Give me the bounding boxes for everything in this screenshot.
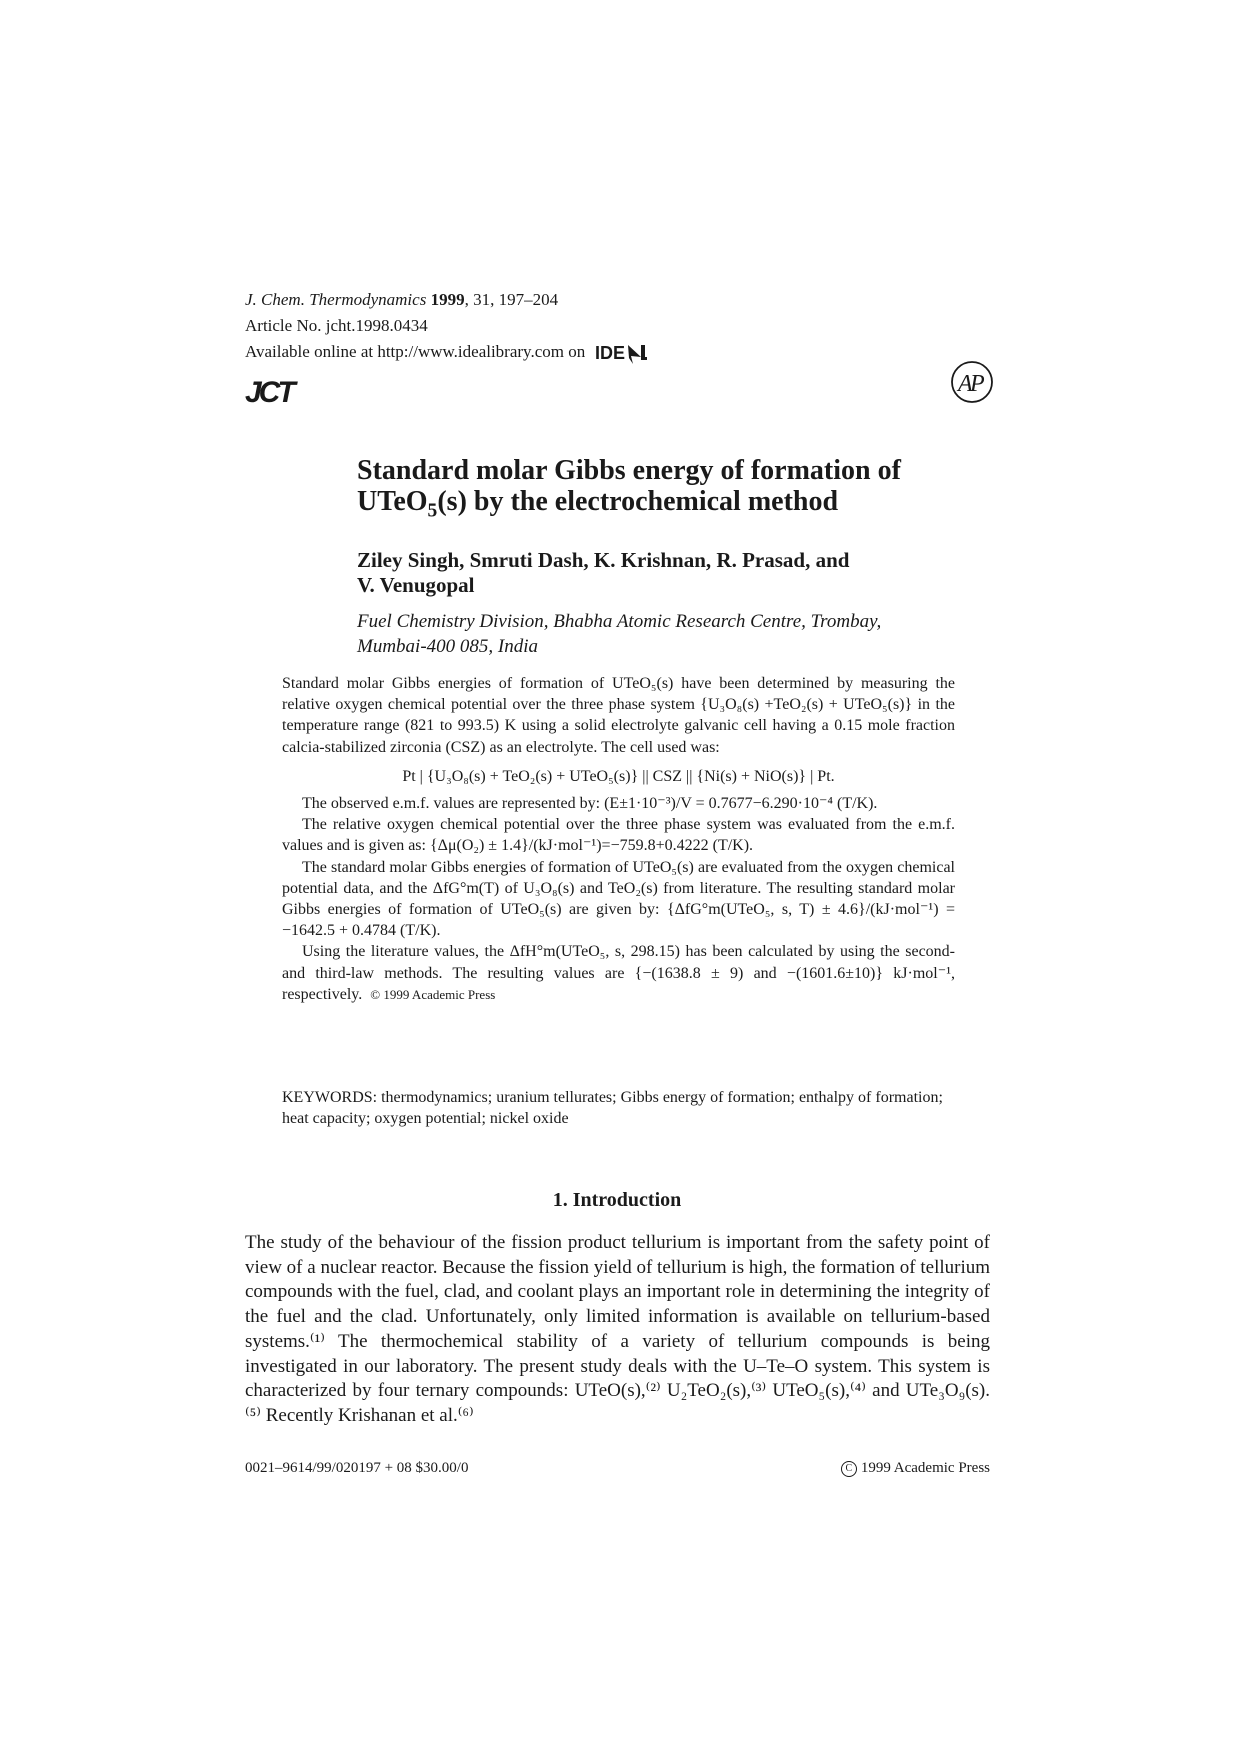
abstract-cell-equation: Pt | {U₃O₈(s) + TeO₂(s) + UTeO₅(s)} || CSZ || {Ni(s) + NiO(s)} | Pt.: [402, 767, 835, 785]
svg-text:JCT: JCT: [245, 376, 293, 405]
journal-citation: [245, 287, 558, 313]
footer-code: 0021–9614/99/020197 + 08 $30.00/0: [245, 1460, 469, 1476]
abstract-copyright: © 1999 Academic Press: [370, 986, 496, 1002]
keywords: KEYWORDS: thermodynamics; uranium tellurates; Gibbs energy of formation; enthalpy of formation; heat capacity; oxygen potential; nickel oxide: [282, 1089, 943, 1127]
journal-year: 1999: [430, 290, 465, 309]
introduction-text: [245, 1231, 990, 1429]
abstract-paragraph-2: The observed e.m.f. values are represented by: (E±1·10⁻³)/V = 0.7677−6.290·10⁻⁴ (T/K).: [302, 795, 878, 813]
abstract-paragraph-1: Standard molar Gibbs energies of formation of UTeO₅(s) have been determined by measuring the relative oxygen chemical potential over the three phase system {U₃O₈(s) +TeO₂(s) + UTeO₅(s)} in the temperature range (821 to 993.5) K using a solid electrolyte galvanic cell having a 0.15 mole fraction calcia-stabilized zirconia (CSZ) as an electrolyte. The cell used was:: [282, 675, 955, 756]
abstract-paragraph-4: The standard molar Gibbs energies of formation of UTeO₅(s) are evaluated from the oxygen chemical potential data, and the ΔfG°m(T) of U₃O₈(s) and TeO₂(s) from literature. The resulting standard molar Gibbs energies of formation of UTeO₅(s) are given by: {ΔfG°m(UTeO₅, s, T) ± 4.6}/(kJ·mol⁻¹) = −1642.5 + 0.4784 (T/K).: [282, 858, 955, 940]
available-online: [245, 339, 647, 365]
title-line-2: UTeO$_5$(s) by the electrochemical method: [357, 486, 839, 522]
abstract-paragraph-3: The relative oxygen chemical potential over the three phase system was evaluated from the e.m.f. values and is given as: {Δμ(O₂) ± 1.4}/(kJ·mol⁻¹)=−759.8+0.4222 (T/K).: [282, 816, 955, 855]
section-title: 1. Introduction: [552, 1189, 682, 1211]
title-line-1: Standard molar Gibbs energy of formation of: [357, 455, 901, 486]
affiliation: [357, 609, 957, 659]
abstract: [282, 673, 955, 1005]
authors-line-1: Ziley Singh, Smruti Dash, K. Krishnan, R. Prasad, and: [357, 548, 850, 572]
svg-text:A: A: [958, 371, 973, 397]
abstract-paragraph-5: Using the literature values, the ΔfH°m(UTeO₅, s, 298.15) has been calculated by using the second- and third-law methods. The resulting values are {−(1638.8 ± 9) and −(1601.6±10)} kJ·mol⁻¹, respectively. © 1999 Academic Press: [282, 943, 955, 1003]
introduction-paragraph: The study of the behaviour of the fission product tellurium is important from the safety point of view of a nuclear reactor. Because the fission yield of tellurium is high, the formation of tellurium compounds with the fuel, clad, and coolant plays an important role in determining the integrity of the fuel and the clad. Unfortunately, only limited information is available on tellurium-based systems.⁽¹⁾ The thermochemical stability of a variety of tellurium compounds is being investigated in our laboratory. The present study deals with the U–Te–O system. This system is characterized by four ternary compounds: UTeO(s),⁽²⁾ U₂TeO₂(s),⁽³⁾ UTeO₅(s),⁽⁴⁾ and UTe₃O₉(s).⁽⁵⁾ Recently Krishanan et al.⁽⁶⁾: [245, 1232, 991, 1426]
jct-logo: [245, 375, 303, 405]
affiliation-line-1: Fuel Chemistry Division, Bhabha Atomic Research Centre, Trombay,: [357, 611, 882, 632]
svg-text:P: P: [970, 371, 985, 397]
affiliation-line-2: Mumbai-400 085, India: [357, 636, 539, 657]
journal-volume-pages: , 31, 197–204: [464, 290, 559, 309]
available-online-text: Available online at http://www.idealibrary.com on: [245, 342, 586, 361]
footer-copyright: C 1999 Academic Press: [822, 1460, 990, 1477]
authors-line-2: V. Venugopal: [357, 573, 475, 597]
article-title: [357, 455, 977, 522]
article-number: Article No. jcht.1998.0434: [245, 316, 428, 335]
academic-press-logo: [950, 360, 994, 404]
svg-text:IDE: IDE: [595, 343, 626, 364]
journal-name: J. Chem. Thermodynamics: [245, 290, 427, 309]
copyright-icon: C: [841, 1461, 857, 1477]
authors: [357, 548, 917, 598]
ideal-logo: [595, 341, 647, 365]
